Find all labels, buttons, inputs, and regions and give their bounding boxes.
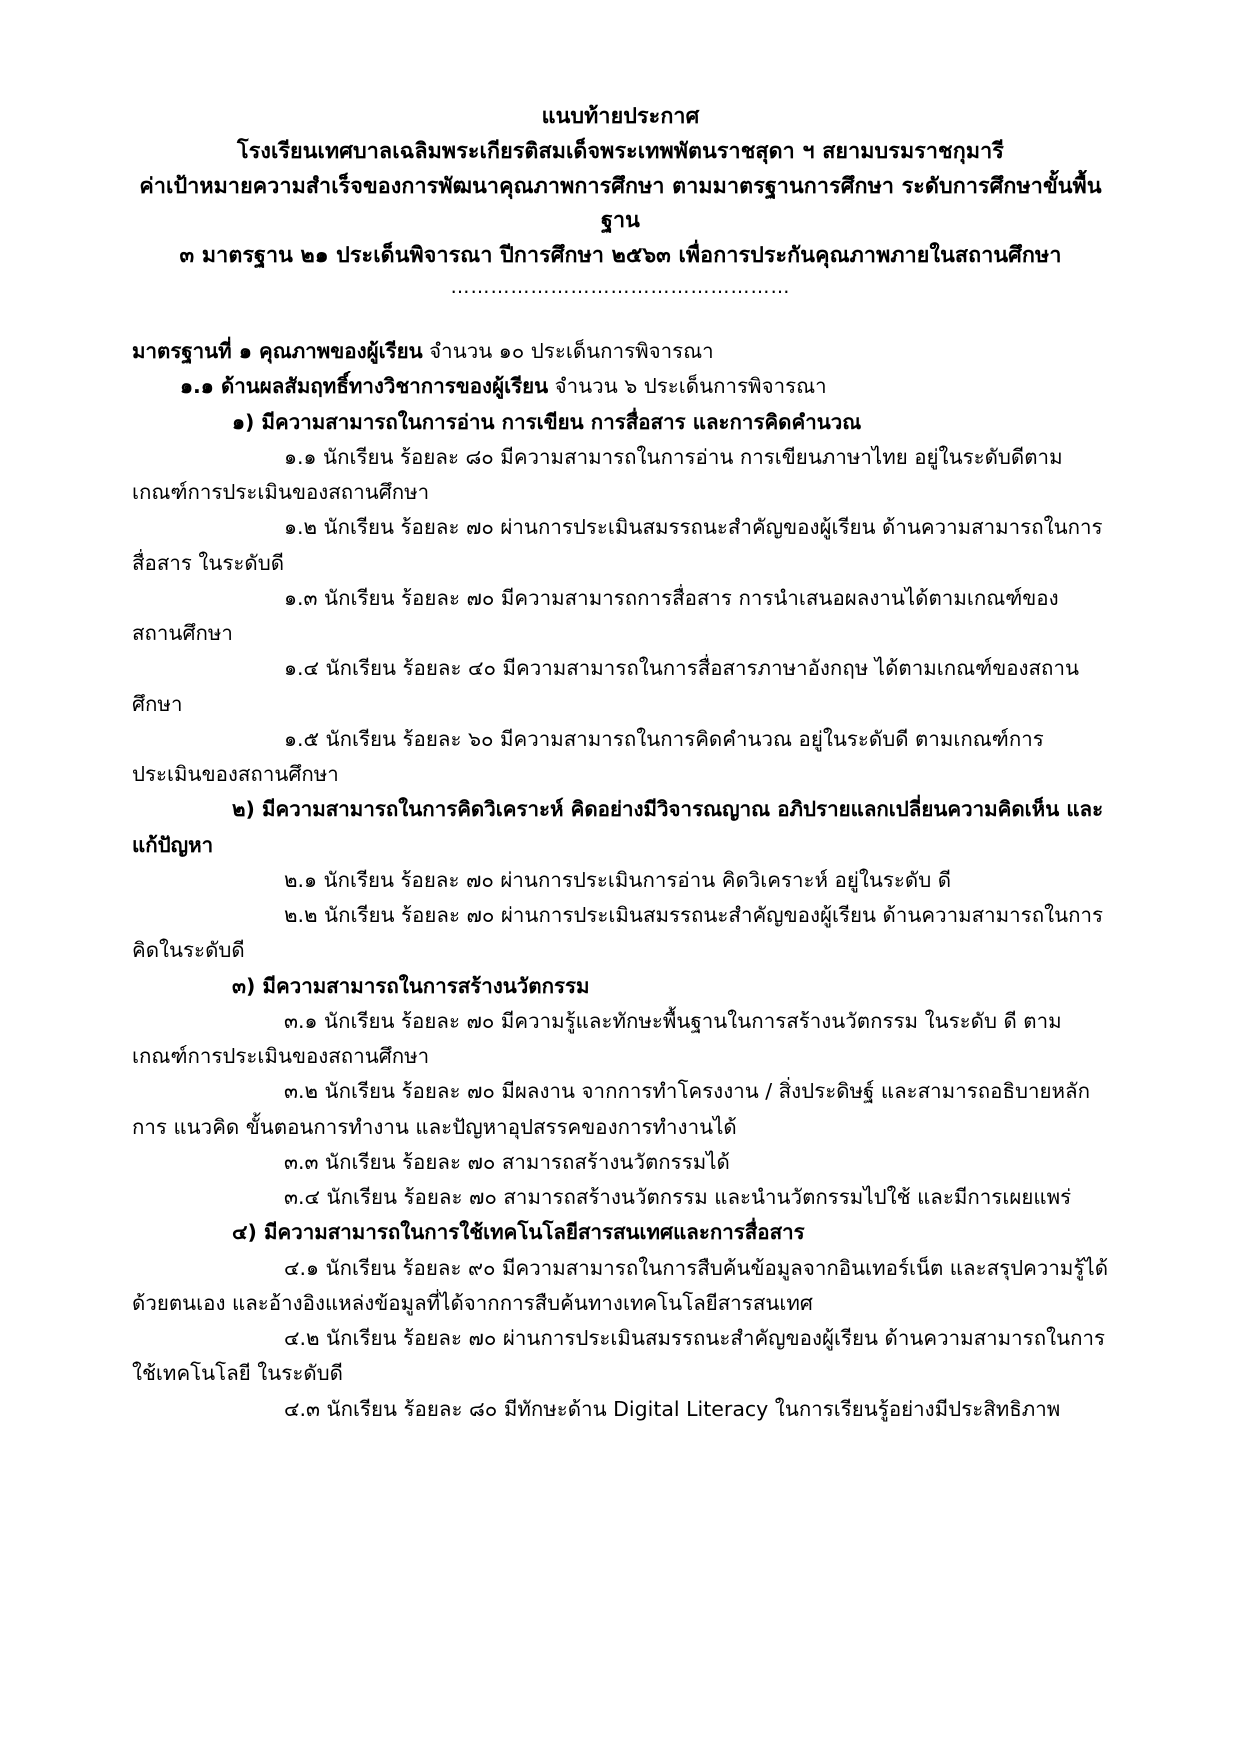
item-1-heading: ๑) มีความสามารถในการอ่าน การเขียน การสื่อสาร และการคิดคำนวณ <box>232 409 862 434</box>
item-2-sub-1: ๒.๑ นักเรียน ร้อยละ ๗๐ ผ่านการประเมินการอ่าน คิดวิเคราะห์ อยู่ในระดับ ดี <box>284 867 952 892</box>
header-line-2: โรงเรียนเทศบาลเฉลิมพระเกียรติสมเด็จพระเทพพัตนราชสุดา ฯ สยามบรมราชกุมารี <box>237 138 1004 164</box>
standard-heading-bold: มาตรฐานที่ ๑ คุณภาพของผู้เรียน <box>132 339 423 364</box>
item-3-sub-4: ๓.๔ นักเรียน ร้อยละ ๗๐ สามารถสร้างนวัตกรรม และนำนวัตกรรมไปใช้ และมีการเผยแพร่ <box>284 1185 1072 1210</box>
item-2-heading: ๒) มีความสามารถในการคิดวิเคราะห์ คิดอย่างมีวิจารณญาณ อภิปรายแลกเปลี่ยนความคิดเห็น และแก้ปัญหา <box>132 797 1104 857</box>
header-line-4: ๓ มาตรฐาน ๒๑ ประเด็นพิจารณา ปีการศึกษา ๒๕๖๓ เพื่อการประกันคุณภาพภายในสถานศึกษา <box>179 243 1062 269</box>
document-header <box>132 100 1109 298</box>
header-divider: …………………………………………… <box>450 276 791 299</box>
item-3-sub-3: ๓.๓ นักเรียน ร้อยละ ๗๐ สามารถสร้างนวัตกรรมได้ <box>284 1149 730 1174</box>
item-3-sub-2: ๓.๒ นักเรียน ร้อยละ ๗๐ มีผลงาน จากการทำโครงงาน / สิ่งประดิษฐ์ และสามารถอธิบายหลักการ แนวคิด ขั้นตอนการทำงาน และปัญหาอุปสรรคของการทำงานได้ <box>132 1079 1090 1139</box>
item-1-sub-2: ๑.๒ นักเรียน ร้อยละ ๗๐ ผ่านการประเมินสมรรถนะสำคัญของผู้เรียน ด้านความสามารถในการสื่อสาร ในระดับดี <box>132 515 1103 575</box>
item-1-sub-5: ๑.๕ นักเรียน ร้อยละ ๖๐ มีความสามารถในการคิดคำนวณ อยู่ในระดับดี ตามเกณฑ์การประเมินของสถานศึกษา <box>132 726 1044 787</box>
header-line-3: ค่าเป้าหมายความสำเร็จของการพัฒนาคุณภาพการศึกษา ตามมาตรฐานการศึกษา ระดับการศึกษาขั้นพื้นฐาน <box>139 173 1102 234</box>
item-4-sub-3: ๔.๓ นักเรียน ร้อยละ ๘๐ มีทักษะด้าน Digital Literacy ในการเรียนรู้อย่างมีประสิทธิภาพ <box>284 1396 1061 1421</box>
item-1-sub-1: ๑.๑ นักเรียน ร้อยละ ๘๐ มีความสามารถในการอ่าน การเขียนภาษาไทย อยู่ในระดับดีตามเกณฑ์การประเมินของสถานศึกษา <box>132 444 1063 505</box>
standard-heading <box>132 334 1109 369</box>
item-4-heading: ๔) มีความสามารถในการใช้เทคโนโลยีสารสนเทศและการสื่อสาร <box>232 1220 805 1245</box>
item-3-sub-1: ๓.๑ นักเรียน ร้อยละ ๗๐ มีความรู้และทักษะพื้นฐานในการสร้างนวัตกรรม ในระดับ ดี ตามเกณฑ์การประเมินของสถานศึกษา <box>132 1008 1062 1069</box>
subsection-heading-count: จำนวน ๖ ประเด็นการพิจารณา <box>548 374 827 399</box>
item-4-sub-1: ๔.๑ นักเรียน ร้อยละ ๙๐ มีความสามารถในการสืบค้นข้อมูลจากอินเทอร์เน็ต และสรุปความรู้ได้ด้วยตนเอง และอ้างอิงแหล่งข้อมูลที่ได้จากการสืบค้นทางเทคโนโลยีสารสนเทศ <box>132 1255 1109 1315</box>
item-3-heading: ๓) มีความสามารถในการสร้างนวัตกรรม <box>232 973 590 998</box>
document-body <box>132 334 1109 1427</box>
item-2-sub-2: ๒.๒ นักเรียน ร้อยละ ๗๐ ผ่านการประเมินสมรรถนะสำคัญของผู้เรียน ด้านความสามารถในการคิดในระดับดี <box>132 903 1104 963</box>
subsection-heading-bold: ๑.๑ ด้านผลสัมฤทธิ์ทางวิชาการของผู้เรียน <box>180 374 549 399</box>
item-4-sub-2: ๔.๒ นักเรียน ร้อยละ ๗๐ ผ่านการประเมินสมรรถนะสำคัญของผู้เรียน ด้านความสามารถในการใช้เทคโนโลยี ในระดับดี <box>132 1326 1106 1386</box>
item-1-sub-4: ๑.๔ นักเรียน ร้อยละ ๔๐ มีความสามารถในการสื่อสารภาษาอังกฤษ ได้ตามเกณฑ์ของสถานศึกษา <box>132 656 1079 716</box>
header-line-1: แนบท้ายประกาศ <box>541 104 700 129</box>
standard-heading-count: จำนวน ๑๐ ประเด็นการพิจารณา <box>422 339 714 364</box>
subsection-heading <box>132 369 1109 404</box>
item-1-sub-3: ๑.๓ นักเรียน ร้อยละ ๗๐ มีความสามารถการสื่อสาร การนำเสนอผลงานได้ตามเกณฑ์ของสถานศึกษา <box>132 585 1059 646</box>
